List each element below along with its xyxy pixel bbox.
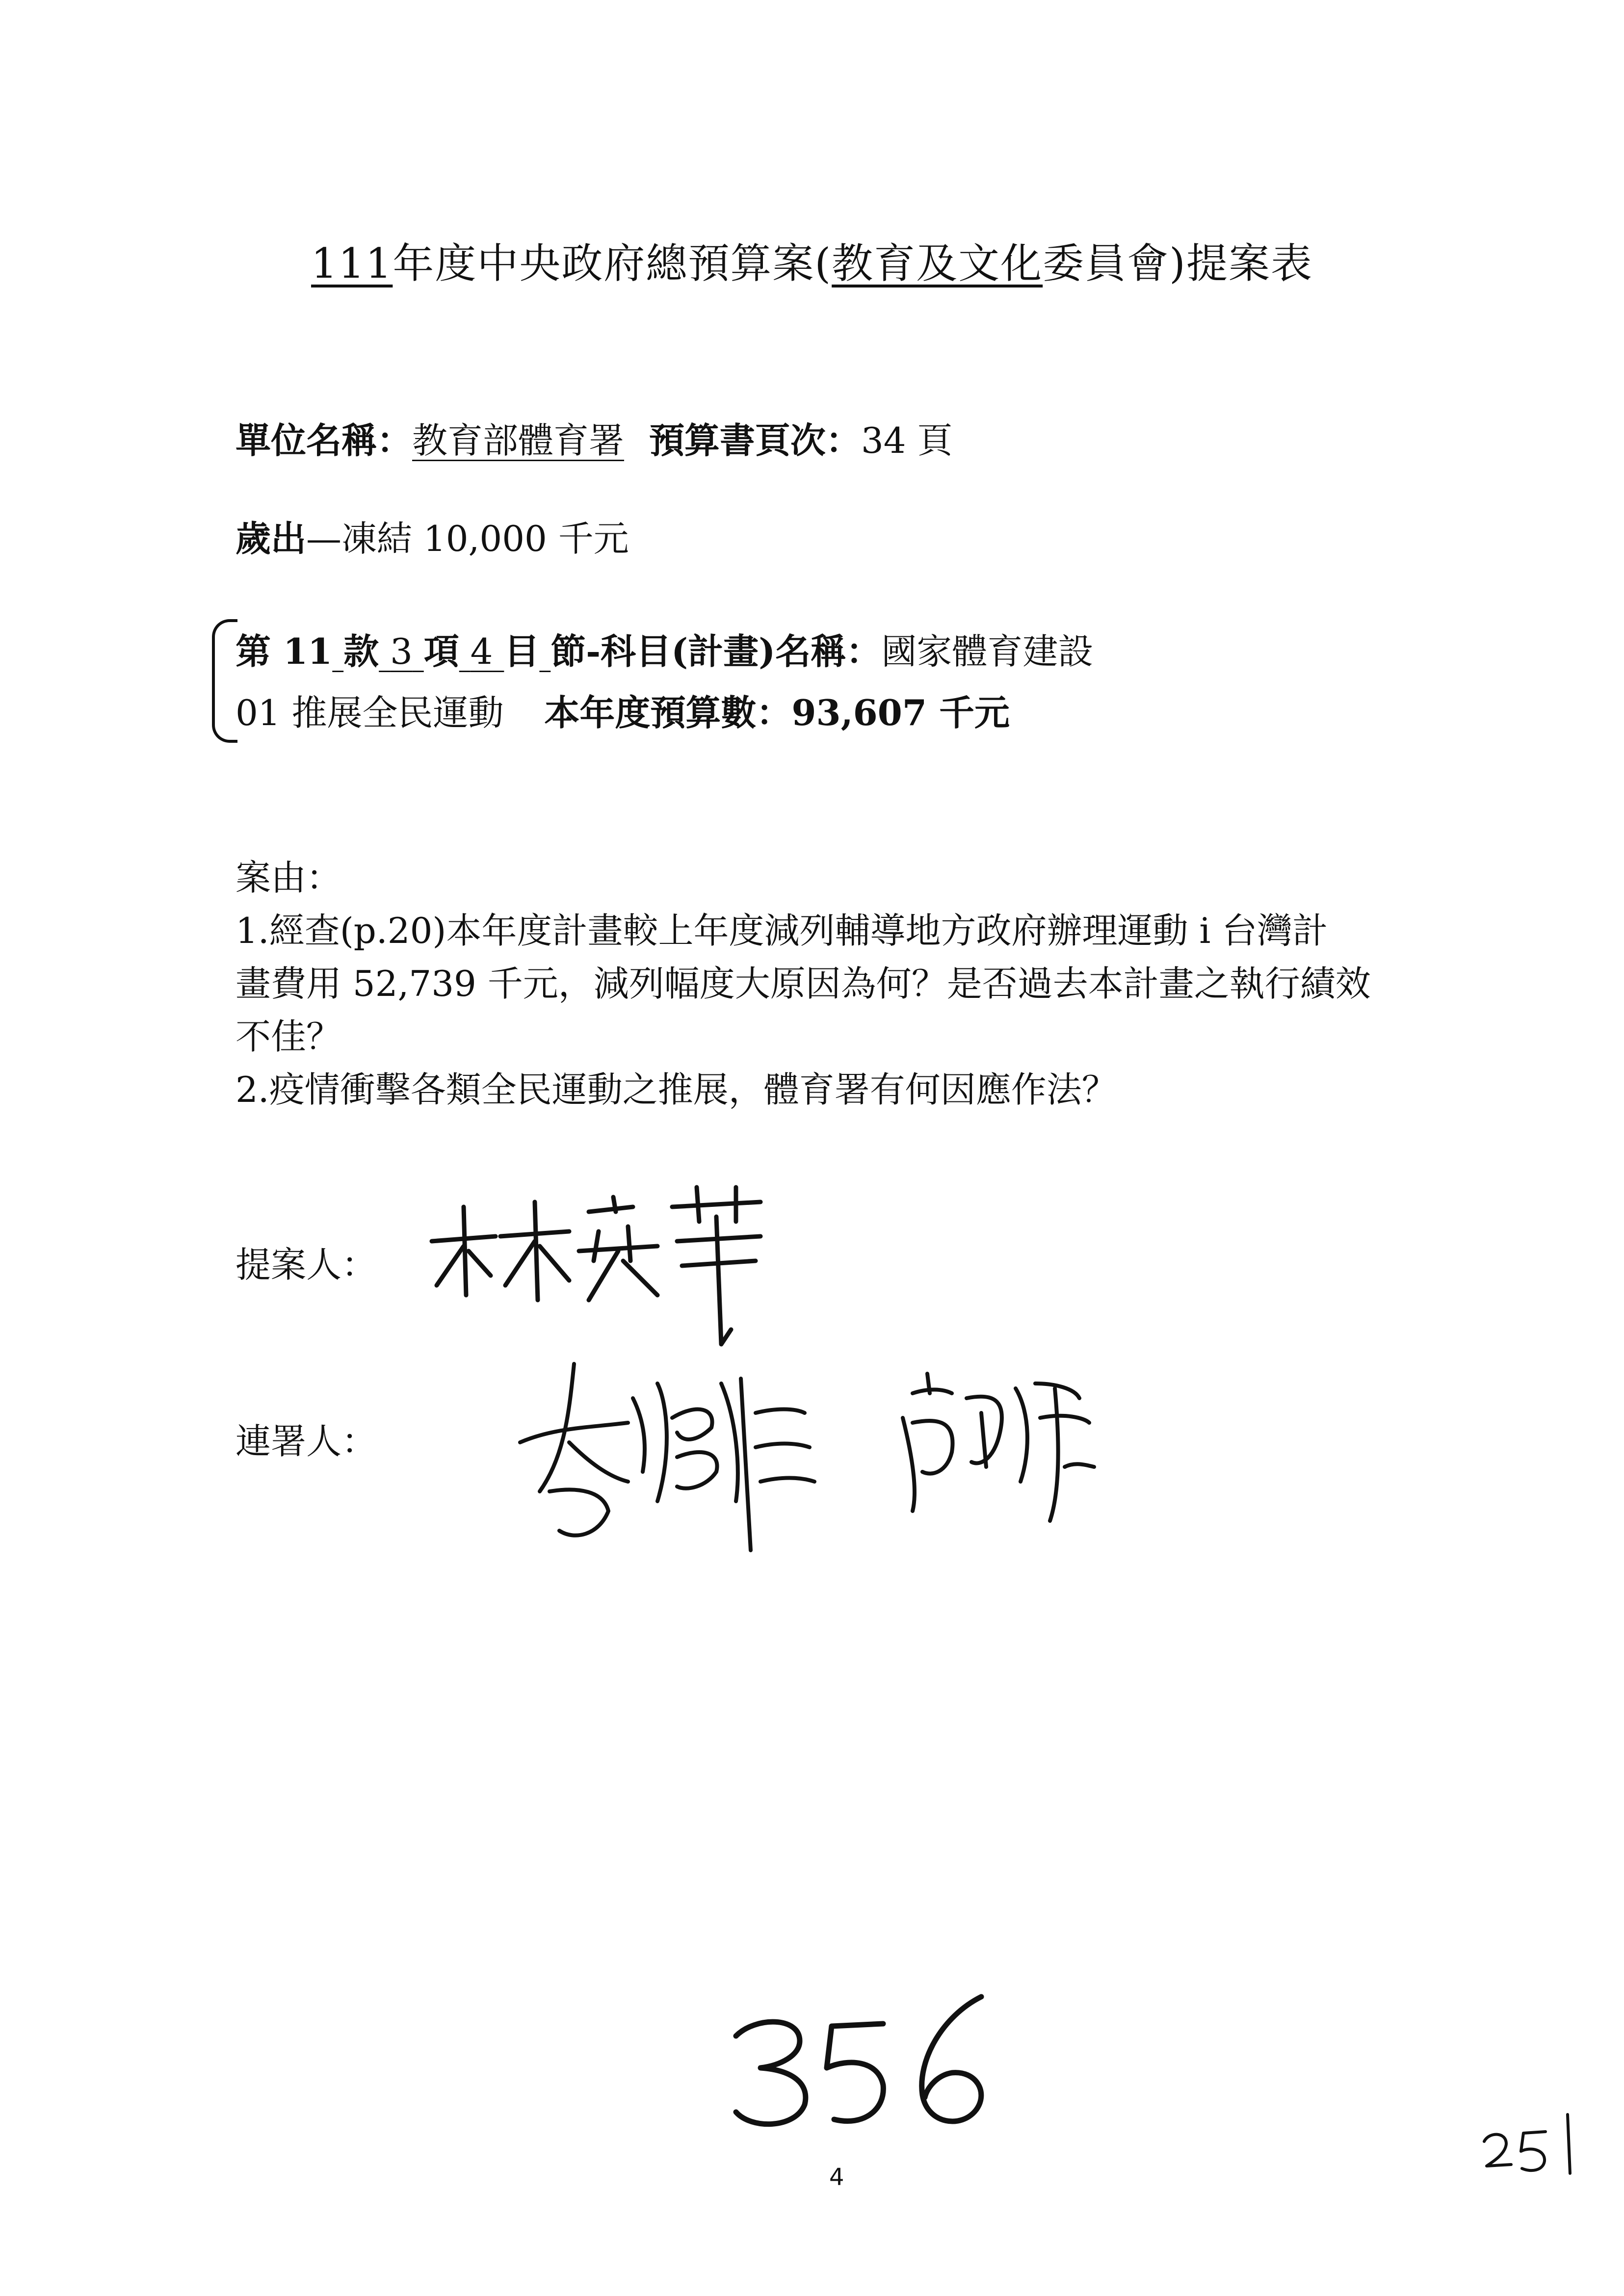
unit-line	[236, 412, 952, 463]
subject-line-1	[236, 623, 1093, 674]
expenditure-value: —凍結 10,000 千元	[306, 518, 629, 559]
subject-mu: 目	[504, 630, 540, 672]
case-item1-line1: 1.經查(p.20)本年度計畫較上年度減列輔導地方政府辦理運動 i 台灣計	[236, 910, 1328, 951]
subject-brace	[212, 619, 237, 743]
subject-lead: 第 11	[236, 630, 333, 672]
expenditure-label: 歲出	[236, 518, 307, 559]
cosigner-signatures	[510, 1344, 1119, 1580]
subject-kuan: 款	[343, 630, 379, 672]
unit-value: 教育部體育署	[412, 420, 625, 461]
budget-label: 本年度預算數：	[544, 692, 792, 733]
document-title	[0, 231, 1624, 290]
case-item1-line3: 不佳？	[236, 1016, 342, 1057]
proposer-signature	[422, 1168, 775, 1364]
corner-note	[1477, 2105, 1585, 2178]
unit-label: 單位名稱：	[236, 419, 413, 461]
case-label: 案由：	[236, 857, 342, 898]
cosigner-label: 連署人：	[236, 1421, 377, 1462]
budget-value: 93,607 千元	[791, 692, 1010, 733]
page-value: 34 頁	[861, 420, 953, 461]
page-number: 4	[829, 2164, 844, 2191]
title-suffix: 委員會)提案表	[1043, 239, 1313, 287]
case-block	[236, 851, 1371, 1116]
subject-mu-num: 4	[470, 631, 493, 672]
proposer-label: 提案人：	[236, 1244, 377, 1285]
subject-line-2	[236, 684, 1010, 735]
title-committee: 教育及文化	[832, 239, 1043, 287]
plan-code: 01 推展全民運動	[236, 692, 504, 733]
page-label: 預算書頁次：	[649, 419, 861, 461]
expenditure-line	[236, 510, 629, 561]
handwritten-number	[726, 1987, 1001, 2134]
case-item1-line2: 畫費用 52,739 千元，減列幅度大原因為何？是否過去本計畫之執行績效	[236, 963, 1371, 1004]
plan-name: 國家體育建設	[881, 631, 1094, 672]
subject-xiang: 項	[423, 630, 459, 672]
subject-xiang-num: 3	[390, 631, 413, 672]
case-item2: 2.疫情衝擊各類全民運動之推展，體育署有何因應作法？	[236, 1069, 1117, 1110]
subject-rest: 節-科目(計畫)名稱：	[550, 630, 882, 672]
title-prefix: 年度中央政府總預算案(	[393, 239, 832, 287]
title-year: 111	[311, 239, 393, 287]
